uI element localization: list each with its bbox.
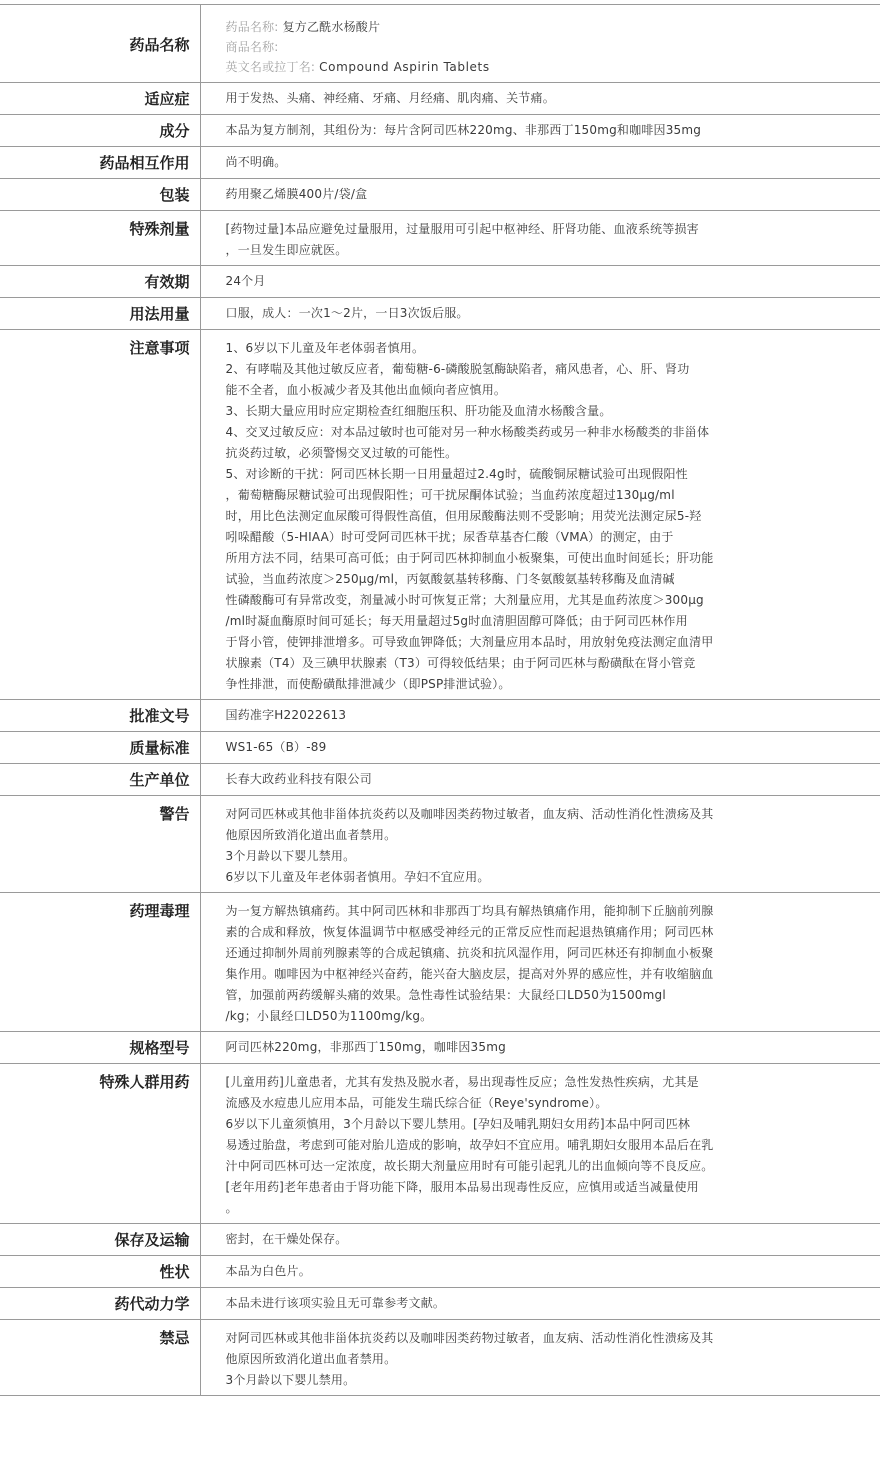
row-value xyxy=(200,83,880,115)
spec-row xyxy=(0,732,880,764)
row-label: 批准文号 xyxy=(0,700,200,732)
text-line: [药物过量]本品应避免过量服用，过量服用可引起中枢神经、肝肾功能、血液系统等损害 xyxy=(225,222,699,236)
text-line: 尚不明确。 xyxy=(225,155,287,169)
row-label: 特殊剂量 xyxy=(0,211,200,266)
text-line: 3个月龄以下婴儿禁用。 xyxy=(225,1373,356,1387)
trade-name-label: 商品名称: xyxy=(225,40,279,54)
row-label: 警告 xyxy=(0,796,200,893)
generic-name-label: 药品名称: xyxy=(225,20,279,34)
row-label: 包装 xyxy=(0,179,200,211)
trade-name-line xyxy=(226,37,880,57)
text-line: 管，加强前两药缓解头痛的效果。急性毒性试验结果：大鼠经口LD50为1500mgl xyxy=(225,988,666,1002)
spec-row xyxy=(0,1032,880,1064)
drug-spec-sheet xyxy=(0,4,880,1396)
spec-row xyxy=(0,179,880,211)
row-value xyxy=(200,1064,880,1224)
generic-name-value: 复方乙酰水杨酸片 xyxy=(282,20,381,34)
text-line: [儿童用药]儿童患者，尤其有发热及脱水者，易出现毒性反应；急性发热性疾病，尤其是 xyxy=(225,1075,699,1089)
spec-row xyxy=(0,115,880,147)
text-line: 于肾小管，使钾排泄增多。可导致血钾降低；大剂量应用本品时，用放射免疫法测定血清甲 xyxy=(225,635,714,649)
text-line: ，一旦发生即应就医。 xyxy=(225,243,348,257)
row-value xyxy=(200,1256,880,1288)
row-value xyxy=(200,266,880,298)
text-line: 长春大政药业科技有限公司 xyxy=(225,772,372,786)
text-line: 素的合成和释放，恢复体温调节中枢感受神经元的正常反应性而起退热镇痛作用；阿司匹林 xyxy=(225,925,714,939)
row-label: 成分 xyxy=(0,115,200,147)
spec-row xyxy=(0,700,880,732)
spec-row xyxy=(0,211,880,266)
text-line: 本品为白色片。 xyxy=(225,1264,311,1278)
row-label: 药理毒理 xyxy=(0,893,200,1032)
spec-row xyxy=(0,147,880,179)
text-line: 1、6岁以下儿童及年老体弱者慎用。 xyxy=(225,341,425,355)
row-label: 药品相互作用 xyxy=(0,147,200,179)
text-line: ，葡萄糖酶尿糖试验可出现假阳性；可干扰尿酮体试验；当血药浓度超过130μg/ml xyxy=(225,488,675,502)
spec-row xyxy=(0,796,880,893)
text-line: [老年用药]老年患者由于肾功能下降，服用本品易出现毒性反应，应慎用或适当减量使用 xyxy=(225,1180,699,1194)
row-value xyxy=(200,1224,880,1256)
text-line: 汁中阿司匹林可达一定浓度，故长期大剂量应用时有可能引起乳儿的出血倾向等不良反应。 xyxy=(225,1159,714,1173)
text-line: 药用聚乙烯膜400片/袋/盒 xyxy=(225,187,368,201)
text-line: 时，用比色法测定血尿酸可得假性高值，但用尿酸酶法则不受影响；用荧光法测定尿5-羟 xyxy=(225,509,702,523)
row-value xyxy=(200,330,880,700)
text-line: /kg；小鼠经口LD50为1100mg/kg。 xyxy=(225,1009,433,1023)
spec-row xyxy=(0,1320,880,1396)
text-line: 能不全者，血小板减少者及其他出血倾向者应慎用。 xyxy=(225,383,507,397)
row-value xyxy=(200,115,880,147)
text-line: 试验，当血药浓度＞250μg/ml，丙氨酸氨基转移酶、门冬氨酸氨基转移酶及血清碱 xyxy=(225,572,675,586)
spec-row xyxy=(0,1064,880,1224)
english-name-value: Compound Aspirin Tablets xyxy=(319,60,490,74)
text-line: 他原因所致消化道出血者禁用。 xyxy=(225,1352,397,1366)
text-line: 口服，成人：一次1～2片，一日3次饭后服。 xyxy=(225,306,469,320)
text-line: WS1-65（B）-89 xyxy=(225,740,327,754)
row-label: 规格型号 xyxy=(0,1032,200,1064)
row-value xyxy=(200,147,880,179)
row-label: 用法用量 xyxy=(0,298,200,330)
spec-row xyxy=(0,83,880,115)
text-line: 6岁以下儿童及年老体弱者慎用。孕妇不宜应用。 xyxy=(225,870,490,884)
text-line: 4、交叉过敏反应：对本品过敏时也可能对另一种水杨酸类药或另一种非水杨酸类的非甾体 xyxy=(225,425,710,439)
text-line: 本品未进行该项实验且无可靠参考文献。 xyxy=(225,1296,446,1310)
text-line: 5、对诊断的干扰：阿司匹林长期一日用量超过2.4g时，硫酸铜尿糖试验可出现假阳性 xyxy=(225,467,688,481)
text-line: 他原因所致消化道出血者禁用。 xyxy=(225,828,397,842)
text-line: 24个月 xyxy=(225,274,266,288)
name-block xyxy=(200,5,880,83)
row-label: 性状 xyxy=(0,1256,200,1288)
text-line: 阿司匹林220mg，非那西丁150mg，咖啡因35mg xyxy=(225,1040,506,1054)
text-line: 还通过抑制外周前列腺素等的合成起镇痛、抗炎和抗风湿作用，阿司匹林还有抑制血小板聚 xyxy=(225,946,714,960)
row-label: 药代动力学 xyxy=(0,1288,200,1320)
text-line: 状腺素（T4）及三碘甲状腺素（T3）可得较低结果；由于阿司匹林与酚磺酞在肾小管竞 xyxy=(225,656,696,670)
row-value xyxy=(200,764,880,796)
row-value xyxy=(200,796,880,893)
spec-row xyxy=(0,1288,880,1320)
generic-name-line xyxy=(226,17,880,37)
row-label: 药品名称 xyxy=(0,5,200,83)
text-line: 3个月龄以下婴儿禁用。 xyxy=(225,849,356,863)
text-line: 抗炎药过敏，必须警惕交叉过敏的可能性。 xyxy=(225,446,458,460)
text-line: 2、有哮喘及其他过敏反应者，葡萄糖-6-磷酸脱氢酶缺陷者，痛风患者，心、肝、肾功 xyxy=(225,362,690,376)
row-label: 生产单位 xyxy=(0,764,200,796)
text-line: 用于发热、头痛、神经痛、牙痛、月经痛、肌肉痛、关节痛。 xyxy=(225,91,555,105)
spec-row xyxy=(0,1256,880,1288)
spec-row xyxy=(0,1224,880,1256)
row-value xyxy=(200,179,880,211)
text-line: 本品为复方制剂，其组份为：每片含阿司匹林220mg、非那西丁150mg和咖啡因35mg xyxy=(225,123,702,137)
text-line: 3、长期大量应用时应定期检查红细胞压积、肝功能及血清水杨酸含量。 xyxy=(225,404,612,418)
row-value xyxy=(200,732,880,764)
row-value xyxy=(200,298,880,330)
spec-row xyxy=(0,298,880,330)
text-line: 易透过胎盘，考虑到可能对胎儿造成的影响，故孕妇不宜应用。哺乳期妇女服用本品后在乳 xyxy=(225,1138,714,1152)
english-name-label: 英文名或拉丁名: xyxy=(225,60,316,74)
row-value xyxy=(200,1320,880,1396)
spec-row xyxy=(0,266,880,298)
text-line: 密封，在干燥处保存。 xyxy=(225,1232,348,1246)
row-value xyxy=(200,211,880,266)
row-value xyxy=(200,700,880,732)
text-line: 争性排泄，而使酚磺酞排泄减少（即PSP排泄试验）。 xyxy=(225,677,511,691)
text-line: /ml时凝血酶原时间可延长；每天用量超过5g时血清胆固醇可降低；由于阿司匹林作用 xyxy=(225,614,688,628)
text-line: 性磷酸酶可有异常改变，剂量减小时可恢复正常；大剂量应用，尤其是血药浓度＞300μg xyxy=(225,593,704,607)
text-line: 集作用。咖啡因为中枢神经兴奋药，能兴奋大脑皮层，提高对外界的感应性，并有收缩脑血 xyxy=(225,967,714,981)
spec-row xyxy=(0,764,880,796)
row-value xyxy=(200,1032,880,1064)
row-drug-name xyxy=(0,5,880,83)
row-value xyxy=(200,893,880,1032)
row-label: 保存及运输 xyxy=(0,1224,200,1256)
text-line: 国药准字H22022613 xyxy=(225,708,347,722)
text-line: 流感及水痘患儿应用本品，可能发生瑞氏综合征（Reye'syndrome）。 xyxy=(225,1096,608,1110)
spec-row xyxy=(0,330,880,700)
drug-spec-table xyxy=(0,4,880,1396)
text-line: 对阿司匹林或其他非甾体抗炎药以及咖啡因类药物过敏者，血友病、活动性消化性溃疡及其 xyxy=(225,807,714,821)
text-line: 所用方法不同，结果可高可低；由于阿司匹林抑制血小板聚集，可使出血时间延长；肝功能 xyxy=(225,551,714,565)
row-value xyxy=(200,1288,880,1320)
text-line: 吲哚醋酸（5-HIAA）时可受阿司匹林干扰；尿香草基杏仁酸（VMA）的测定，由于 xyxy=(225,530,674,544)
text-line: 。 xyxy=(225,1201,238,1215)
text-line: 为一复方解热镇痛药。其中阿司匹林和非那西丁均具有解热镇痛作用，能抑制下丘脑前列腺 xyxy=(225,904,714,918)
row-label: 质量标准 xyxy=(0,732,200,764)
row-label: 禁忌 xyxy=(0,1320,200,1396)
row-label: 适应症 xyxy=(0,83,200,115)
row-label: 特殊人群用药 xyxy=(0,1064,200,1224)
text-line: 6岁以下儿童须慎用，3个月龄以下婴儿禁用。[孕妇及哺乳期妇女用药]本品中阿司匹林 xyxy=(225,1117,691,1131)
text-line: 对阿司匹林或其他非甾体抗炎药以及咖啡因类药物过敏者，血友病、活动性消化性溃疡及其 xyxy=(225,1331,714,1345)
row-label: 有效期 xyxy=(0,266,200,298)
spec-row xyxy=(0,893,880,1032)
english-name-line xyxy=(226,57,880,77)
row-label: 注意事项 xyxy=(0,330,200,700)
